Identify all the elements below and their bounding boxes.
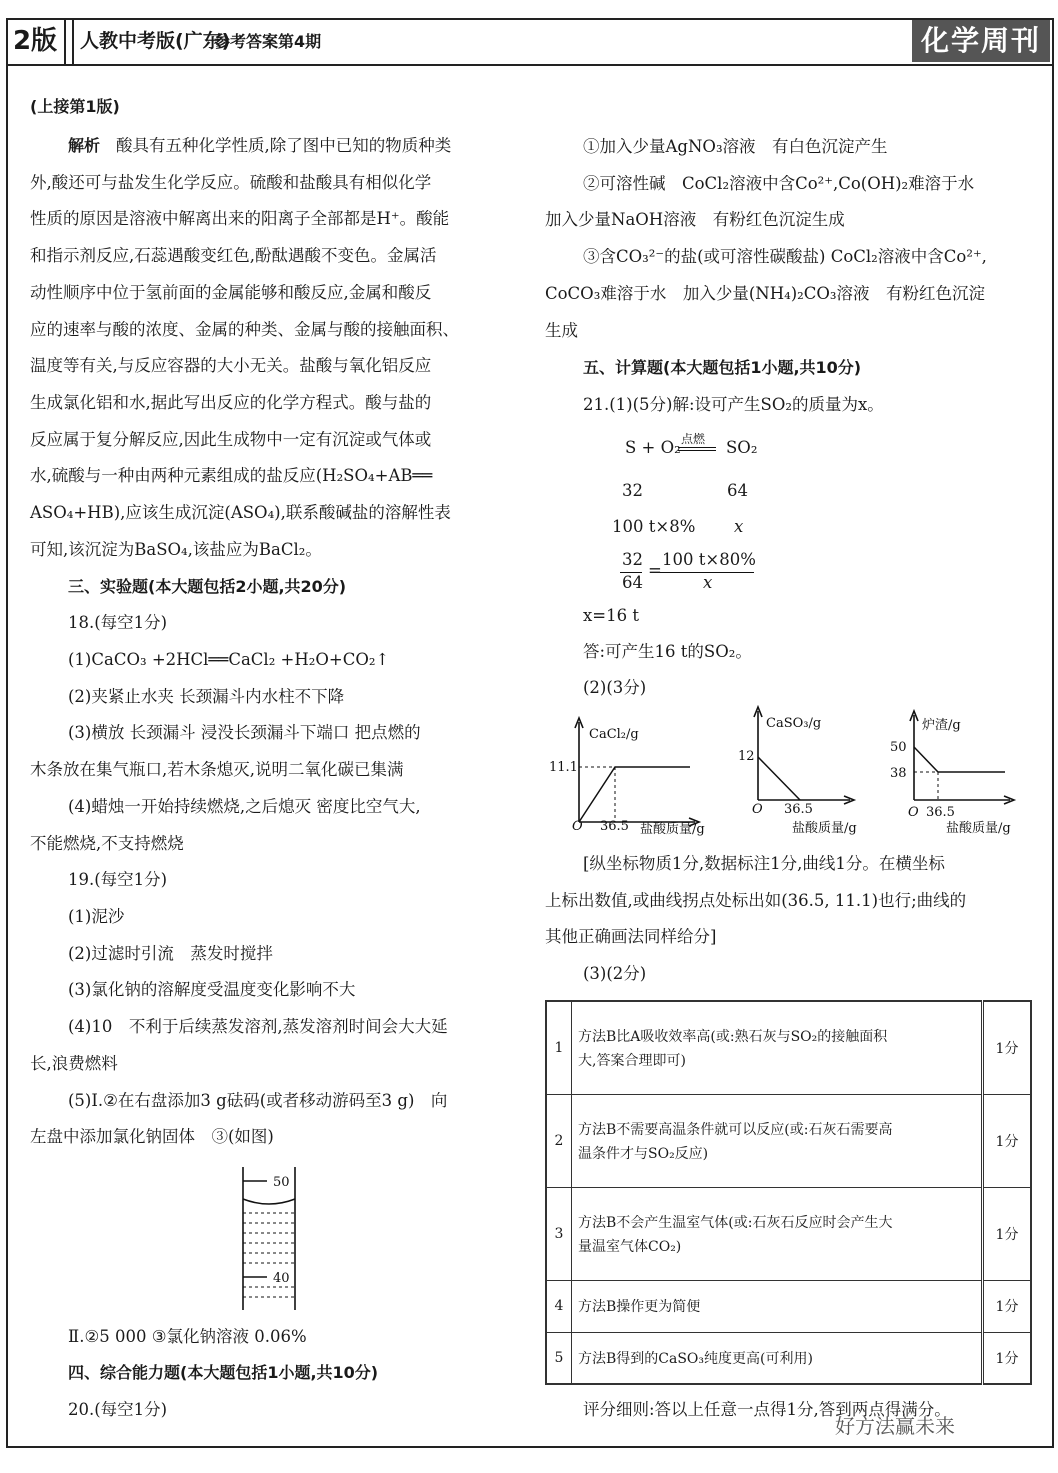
footer-note: 评分细则:答以上任意一点得1分,答到两点得满分。 [583, 1400, 951, 1419]
q19-part2: Ⅱ.②5 000 ③氯化钠溶液 0.06% [68, 1327, 307, 1346]
row-text-line2: 量温室气体CO₂) [578, 1238, 682, 1255]
row-text-line1: 方法B比A吸收效率高(或:熟石灰与SO₂的接触面积 [578, 1028, 888, 1045]
text-line: 加入少量NaOH溶液 有粉红色沉淀生成 [545, 210, 845, 230]
row-text-line1: 方法B不会产生温室气体(或:石灰石反应时会产生大 [578, 1214, 893, 1231]
page-header [6, 18, 1052, 66]
q19-heading: 19.(每空1分) [68, 870, 168, 889]
row-points: 1分 [983, 1187, 1032, 1280]
graph1-xtick: 36.5 [600, 819, 629, 834]
text-line: (2)过滤时引流 蒸发时搅拌 [68, 943, 273, 963]
text-line: 酸具有五种化学性质,除了图中已知的物质种类 [116, 136, 452, 155]
text-line: 生成 [545, 320, 578, 340]
ratio-equals: = [648, 561, 662, 580]
table-row [546, 1280, 1031, 1332]
text-line: 左盘中添加氯化钠固体 ③(如图) [30, 1127, 274, 1147]
graph-slag [880, 705, 1055, 842]
row-text [572, 1332, 983, 1384]
graph2-origin: O [752, 802, 763, 817]
row-text [572, 1094, 983, 1187]
header-divider [68, 18, 74, 64]
text-line: ASO₄+HB),应该生成沉淀(ASO₄),联系酸碱盐的溶解性表 [30, 503, 451, 522]
edition-badge: 2版 [6, 18, 66, 64]
row-points: 1分 [983, 1332, 1032, 1384]
table-row [546, 1001, 1031, 1094]
watermark: 好方法赢未来 [835, 1414, 955, 1438]
graph3-ytick2: 38 [890, 766, 907, 781]
graph-caso3 [720, 705, 900, 842]
text-line: CoCO₃难溶于水 加入少量(NH₄)₂CO₃溶液 有粉红色沉淀 [545, 283, 986, 303]
continued-note: (上接第1版) [30, 97, 120, 116]
text-line: (4)蜡烛一开始持续燃烧,之后熄灭 密度比空气大, [68, 796, 421, 816]
equation-product: SO₂ [726, 438, 758, 457]
row-text-line1: 方法B不需要高温条件就可以反应(或:石灰石需要高 [578, 1121, 893, 1138]
equation-reactants: S + O₂ [625, 438, 681, 457]
part2-heading: (2)(3分) [583, 678, 647, 697]
graph1-ylabel: CaCl₂/g [589, 727, 639, 742]
text-line: 应的速率与酸的浓度、金属的种类、金属与酸的接触面积、 [30, 319, 459, 339]
row-number: 5 [546, 1332, 572, 1384]
row-points: 1分 [983, 1280, 1032, 1332]
analysis-label: 解析 [68, 136, 101, 155]
cylinder-bottom-mark: 40 [273, 1271, 290, 1286]
text-line: 和指示剂反应,石蕊遇酸变红色,酚酞遇酸不变色。金属活 [30, 246, 437, 266]
section4-title: 四、综合能力题(本大题包括1小题,共10分) [68, 1363, 379, 1382]
text-line: 其他正确画法同样给分] [545, 927, 717, 947]
graph2-xtick: 36.5 [784, 802, 813, 817]
text-line: 上标出数值,或曲线拐点处标出如(36.5, 11.1)也行;曲线的 [545, 890, 967, 910]
text-line: ③含CO₃²⁻的盐(或可溶性碳酸盐) CoCl₂溶液中含Co²⁺, [583, 247, 987, 267]
graph3-ylabel: 炉渣/g [922, 718, 961, 733]
section3-title: 三、实验题(本大题包括2小题,共20分) [68, 577, 347, 596]
text-line: 可知,该沉淀为BaSO₄,该盐应为BaCl₂。 [30, 539, 322, 559]
ratio-denominator-left: 64 [622, 573, 643, 592]
row-text [572, 1280, 983, 1332]
q18-heading: 18.(每空1分) [68, 613, 168, 632]
text-line: 不能燃烧,不支持燃烧 [30, 833, 184, 853]
answer-issue: 参考答案第4期 [214, 32, 322, 51]
scoring-table [545, 1000, 1032, 1385]
equation-condition: 点燃 [681, 432, 706, 446]
row-number: 4 [546, 1280, 572, 1332]
text-line: 长,浪费燃料 [30, 1053, 118, 1073]
given-mass: 100 t×8% [612, 517, 696, 536]
graph2-xlabel: 盐酸质量/g [792, 821, 857, 836]
table-row [546, 1332, 1031, 1384]
text-line: 反应属于复分解反应,因此生成物中一定有沉淀或气体或 [30, 429, 432, 449]
section5-title: 五、计算题(本大题包括1小题,共10分) [583, 358, 862, 377]
row-text-line1: 方法B得到的CaSO₃纯度更高(可利用) [578, 1350, 813, 1367]
graph1-xlabel: 盐酸质量/g [640, 822, 705, 837]
text-line: (4)10 不利于后续蒸发溶剂,蒸发溶剂时间会大大延 [68, 1017, 448, 1037]
graph1-ytick: 11.1 [549, 760, 578, 775]
unknown-mass: x [734, 517, 744, 536]
row-points: 1分 [983, 1094, 1032, 1187]
ratio-numerator-left: 32 [622, 550, 643, 569]
row-text [572, 1001, 983, 1094]
text-line: [纵坐标物质1分,数据标注1分,曲线1分。在横坐标 [583, 854, 945, 873]
ratio-denominator-right: x [703, 573, 713, 592]
graph3-ytick: 50 [890, 740, 907, 755]
text-line: 木条放在集气瓶口,若木条熄灭,说明二氧化碳已集满 [30, 760, 404, 780]
row-number: 1 [546, 1001, 572, 1094]
cylinder-top-mark: 50 [273, 1175, 290, 1190]
table-row [546, 1187, 1031, 1280]
q21-heading: 21.(1)(5分)解:设可产生SO₂的质量为x。 [583, 395, 884, 414]
answer-line: 答:可产生16 t的SO₂。 [583, 642, 752, 661]
graph2-ytick: 12 [738, 749, 755, 764]
text-line: 外,酸还可与盐发生化学反应。硫酸和盐酸具有相似化学 [30, 172, 432, 192]
part3-heading: (3)(2分) [583, 964, 647, 983]
row-text-line2: 温条件才与SO₂反应) [578, 1145, 709, 1162]
text-line: (3)横放 长颈漏斗 浸没长颈漏斗下端口 把点燃的 [68, 723, 421, 743]
graph-cacl2 [545, 712, 725, 842]
row-text [572, 1187, 983, 1280]
row-text-line1: 方法B操作更为简便 [578, 1299, 701, 1315]
text-line: (2)夹紧止水夹 长颈漏斗内水柱不下降 [68, 686, 345, 706]
row-points: 1分 [983, 1001, 1032, 1094]
text-line: (3)氯化钠的溶解度受温度变化影响不大 [68, 980, 356, 1000]
graph1-origin: O [572, 819, 583, 834]
ratio-numerator-right: 100 t×80% [662, 550, 756, 569]
graduated-cylinder-figure [235, 1165, 305, 1315]
text-line: (5)Ⅰ.②在右盘添加3 g砝码(或者移动游码至3 g) 向 [68, 1090, 448, 1110]
text-line: 动性顺序中位于氢前面的金属能够和酸反应,金属和酸反 [30, 282, 432, 302]
text-line: 水,硫酸与一种由两种元素组成的盐反应(H₂SO₄+AB══ [30, 466, 433, 486]
mass-so2: 64 [727, 481, 748, 500]
graph3-xtick: 36.5 [926, 805, 955, 820]
graph3-origin: O [908, 805, 919, 820]
brand-logo: 化学周刊 [912, 20, 1050, 62]
table-row [546, 1094, 1031, 1187]
equation-arrow [678, 447, 716, 451]
row-number: 3 [546, 1187, 572, 1280]
text-line: ②可溶性碱 CoCl₂溶液中含Co²⁺,Co(OH)₂难溶于水 [583, 173, 975, 193]
text-line: 生成氯化铝和水,据此写出反应的化学方程式。酸与盐的 [30, 392, 432, 412]
q20-heading: 20.(每空1分) [68, 1400, 168, 1419]
row-text-line2: 大,答案合理即可) [578, 1052, 686, 1069]
text-line: 性质的原因是溶液中解离出来的阳离子全部都是H⁺。酸能 [30, 209, 450, 229]
text-line: ①加入少量AgNO₃溶液 有白色沉淀产生 [583, 137, 888, 156]
text-line: (1)CaCO₃ +2HCl══CaCl₂ +H₂O+CO₂↑ [68, 650, 390, 669]
mass-s: 32 [622, 481, 643, 500]
result-line: x=16 t [583, 606, 640, 625]
text-line: (1)泥沙 [68, 907, 125, 926]
graph2-ylabel: CaSO₃/g [766, 716, 822, 731]
text-line: 温度等有关,与反应容器的大小无关。盐酸与氧化铝反应 [30, 356, 432, 376]
graph3-xlabel: 盐酸质量/g [946, 821, 1011, 836]
row-number: 2 [546, 1094, 572, 1187]
publication-title: 人教中考版(广东) [80, 30, 231, 52]
